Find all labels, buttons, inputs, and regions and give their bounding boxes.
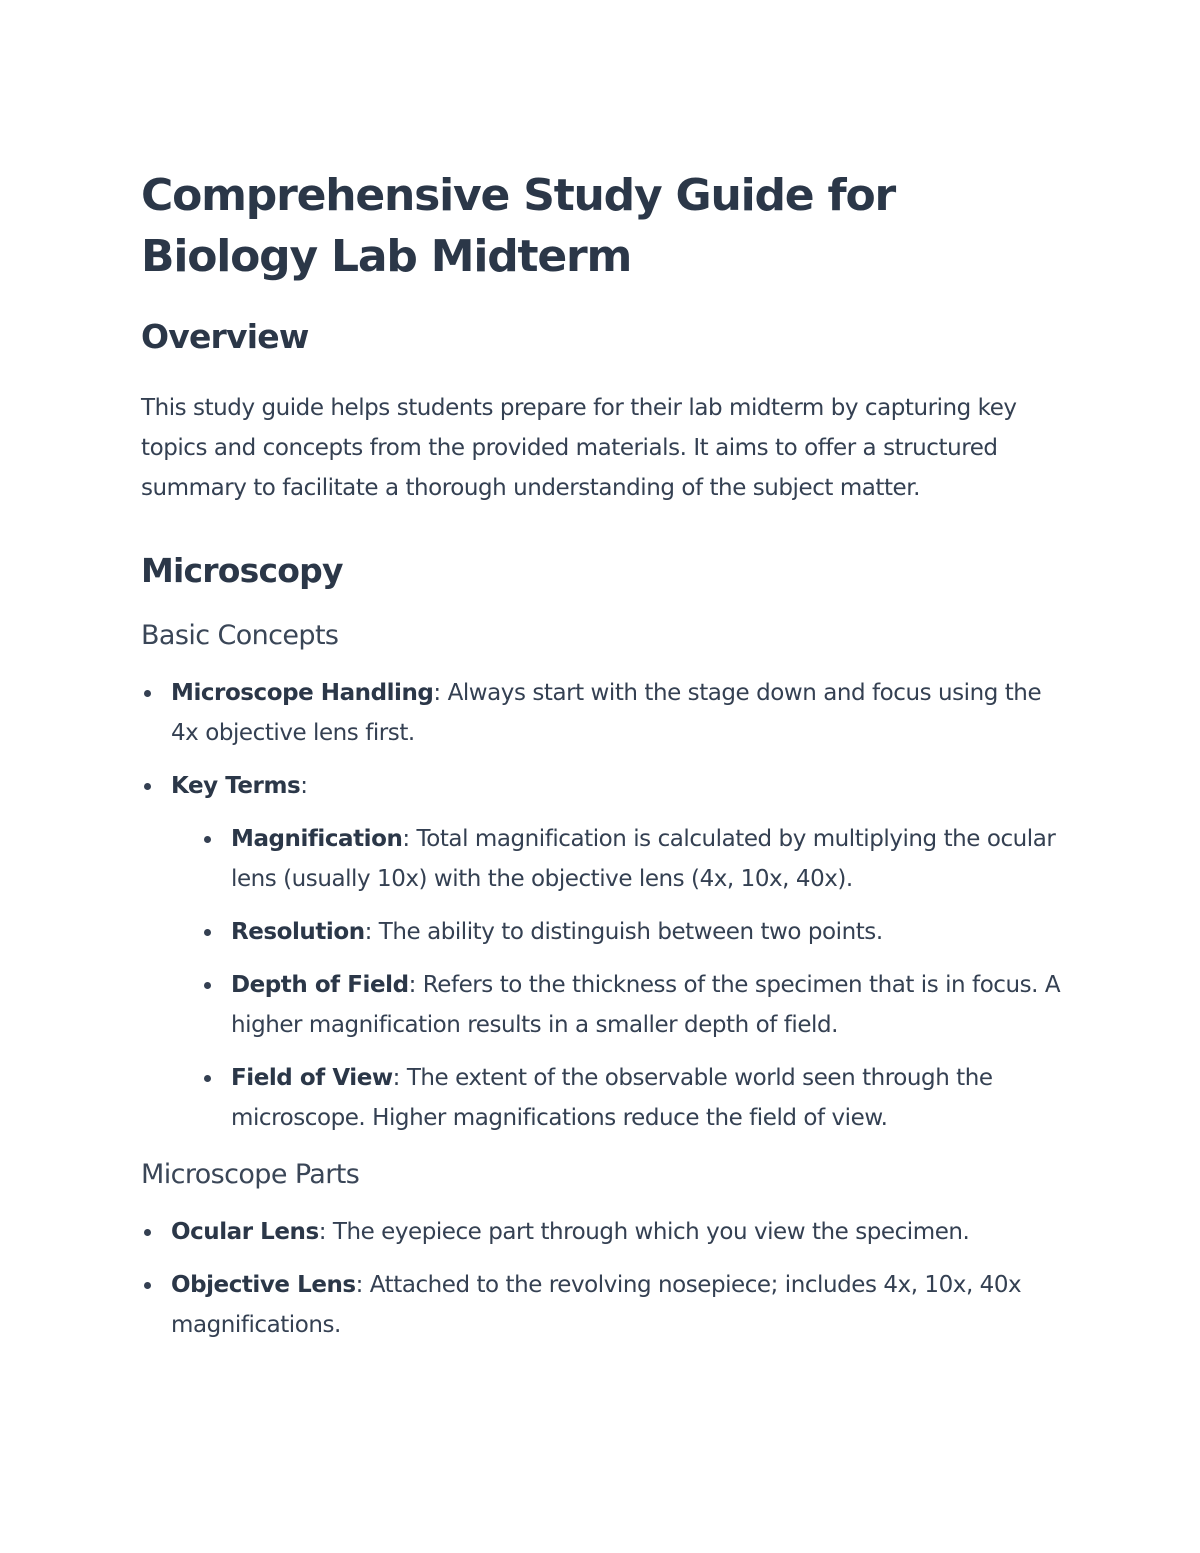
term-label: Field of View bbox=[231, 1065, 393, 1091]
term-label: Microscope Handling bbox=[171, 680, 434, 706]
term-label: Resolution bbox=[231, 919, 365, 945]
term-description: : The extent of the observable world seen through the microscope. Higher magnifications reduce the field of view. bbox=[231, 1065, 993, 1131]
bullet-icon bbox=[144, 1229, 151, 1236]
list-item-field-of-view bbox=[201, 1058, 1071, 1138]
list-item-magnification bbox=[201, 819, 1071, 899]
bullet-icon bbox=[144, 690, 151, 697]
list-item-microscope-handling bbox=[141, 673, 1071, 753]
term-description: : Refers to the thickness of the specimen that is in focus. A higher magnification results in a smaller depth of field. bbox=[231, 972, 1061, 1038]
bullet-icon bbox=[204, 836, 211, 843]
bullet-icon bbox=[144, 783, 151, 790]
list-item-depth-of-field bbox=[201, 965, 1071, 1045]
list-item-objective-lens bbox=[141, 1265, 1071, 1345]
overview-heading: Overview bbox=[141, 317, 309, 356]
list-item-key-terms bbox=[141, 766, 1071, 1138]
term-label: Depth of Field bbox=[231, 972, 409, 998]
key-terms-sublist bbox=[171, 819, 1071, 1138]
page-title: Comprehensive Study Guide for Biology Lab Midterm bbox=[141, 170, 895, 282]
microscope-parts-list bbox=[141, 1212, 1071, 1345]
term-description: : Total magnification is calculated by multiplying the ocular lens (usually 10x) with the objective lens (4x, 10x, 40x). bbox=[231, 826, 1056, 892]
microscopy-heading: Microscopy bbox=[141, 551, 343, 590]
term-description: : The ability to distinguish between two points. bbox=[364, 919, 883, 945]
term-description: : bbox=[300, 773, 308, 799]
term-label: Magnification bbox=[231, 826, 403, 852]
list-item-ocular-lens bbox=[141, 1212, 1071, 1252]
overview-paragraph: This study guide helps students prepare for their lab midterm by capturing key topics and concepts from the provided materials. It aims to offer a structured summary to facilitate a thorough understanding of the subject matter. bbox=[141, 395, 1017, 501]
bullet-icon bbox=[204, 929, 211, 936]
bullet-icon bbox=[144, 1282, 151, 1289]
list-item-resolution bbox=[201, 912, 1071, 952]
document-page bbox=[141, 165, 1071, 1345]
term-description: : Attached to the revolving nosepiece; includes 4x, 10x, 40x magnifications. bbox=[171, 1272, 1022, 1338]
bullet-icon bbox=[204, 982, 211, 989]
microscope-parts-heading: Microscope Parts bbox=[141, 1159, 360, 1190]
basic-concepts-heading: Basic Concepts bbox=[141, 620, 339, 651]
bullet-icon bbox=[204, 1075, 211, 1082]
term-label: Key Terms bbox=[171, 773, 301, 799]
term-label: Ocular Lens bbox=[171, 1219, 319, 1245]
term-description: : The eyepiece part through which you view the specimen. bbox=[318, 1219, 970, 1245]
term-label: Objective Lens bbox=[171, 1272, 356, 1298]
term-description: : Always start with the stage down and focus using the 4x objective lens first. bbox=[171, 680, 1042, 746]
basic-concepts-list bbox=[141, 673, 1071, 1138]
